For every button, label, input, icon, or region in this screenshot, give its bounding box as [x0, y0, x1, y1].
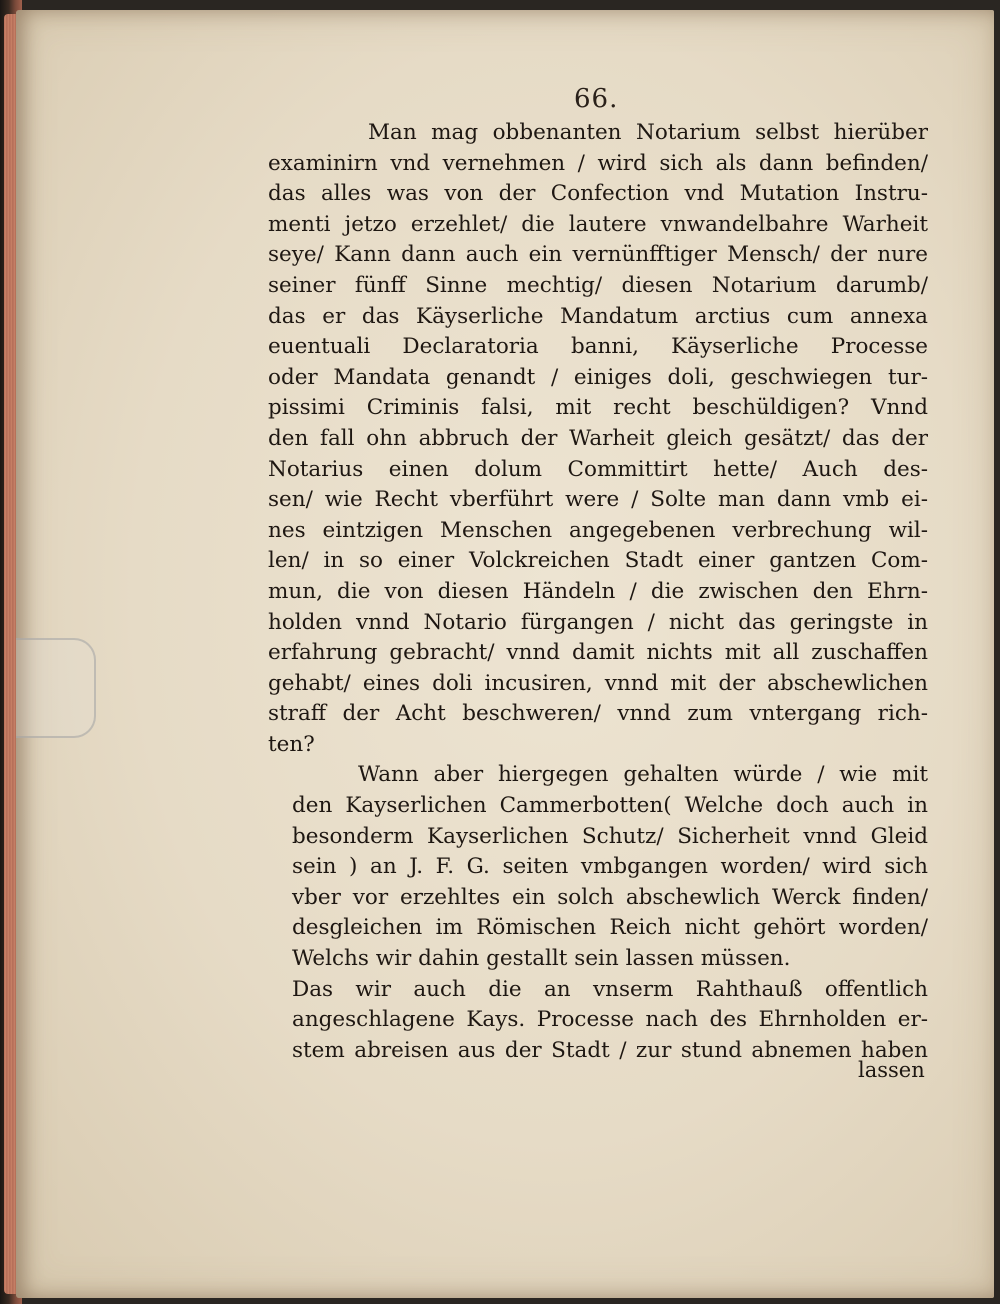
page-number: 66. [574, 84, 619, 114]
text-line: stem abreisen aus der Stadt / zur stund abnemen haben [292, 1037, 928, 1063]
paragraph-3 [268, 975, 928, 1067]
text-line: desgleichen im Römischen Reich nicht gehört worden/ [292, 915, 928, 941]
text-line: pissimi Criminis falsi, mit recht beschüldigen? Vnnd [268, 395, 928, 421]
text-line: den fall ohn abbruch der Warheit gleich gesätzt/ das der [268, 425, 928, 451]
text-line: Notarius einen dolum Committirt hette/ Auch des- [268, 456, 928, 482]
text-line: menti jetzo erzehlet/ die lautere vnwandelbahre Warheit [268, 211, 928, 237]
text-line: holden vnnd Notario fürgangen / nicht das geringste in [268, 609, 928, 635]
text-line: sen/ wie Recht vberführt were / Solte man dann vmb ei- [268, 487, 928, 513]
text-line: seiner fünff Sinne mechtig/ diesen Notarium darumb/ [268, 272, 928, 298]
text-line: seye/ Kann dann auch ein vernünfftiger Mensch/ der nure [268, 242, 928, 268]
text-line: das alles was von der Confection vnd Mutation Instru- [268, 181, 928, 207]
text-line: das er das Käyserliche Mandatum arctius cum annexa [268, 303, 928, 329]
text-line: euentuali Declaratoria banni, Käyserliche Processe [268, 334, 928, 360]
text-line: Das wir auch die an vnserm Rahthauß offentlich [292, 976, 928, 1002]
catchword: lassen [858, 1058, 925, 1082]
text-line: mun, die von diesen Händeln / die zwischen den Ehrn- [268, 578, 928, 604]
paragraph-2 [268, 760, 928, 974]
text-line: oder Mandata genandt / einiges doli, geschwiegen tur- [268, 364, 928, 390]
text-line: examinirn vnd vernehmen / wird sich als dann befinden/ [268, 150, 928, 176]
text-line: Welchs wir dahin gestallt sein lassen müssen. [292, 946, 791, 972]
text-line: Man mag obbenanten Notarium selbst hierüber [368, 120, 928, 145]
text-line: gehabt/ eines doli incusiren, vnnd mit der abschewlichen [268, 670, 928, 696]
text-line: nes eintzigen Menschen angegebenen verbrechung wil- [268, 517, 928, 543]
text-line: den Kayserlichen Cammerbotten( Welche doch auch in [292, 793, 928, 819]
paragraph-1 [268, 118, 928, 760]
text-line: len/ in so einer Volckreichen Stadt einer gantzen Com- [268, 548, 928, 574]
text-line: ten? [268, 731, 315, 757]
text-line: angeschlagene Kays. Processe nach des Ehrnholden er- [292, 1007, 928, 1033]
text-line: erfahrung gebracht/ vnnd damit nichts mit all zuschaffen [268, 640, 928, 666]
text-line: Wann aber hiergegen gehalten würde / wie mit [358, 762, 928, 788]
page-clip [16, 638, 96, 738]
text-line: vber vor erzehltes ein solch abschewlich Werck finden/ [292, 884, 928, 910]
text-line: straff der Acht beschweren/ vnnd zum vntergang rich- [268, 701, 928, 727]
text-block [268, 118, 928, 1066]
text-line: sein ) an J. F. G. seiten vmbgangen worden/ wird sich [292, 854, 928, 880]
text-line: besonderm Kayserlichen Schutz/ Sicherheit vnnd Gleid [292, 823, 928, 849]
